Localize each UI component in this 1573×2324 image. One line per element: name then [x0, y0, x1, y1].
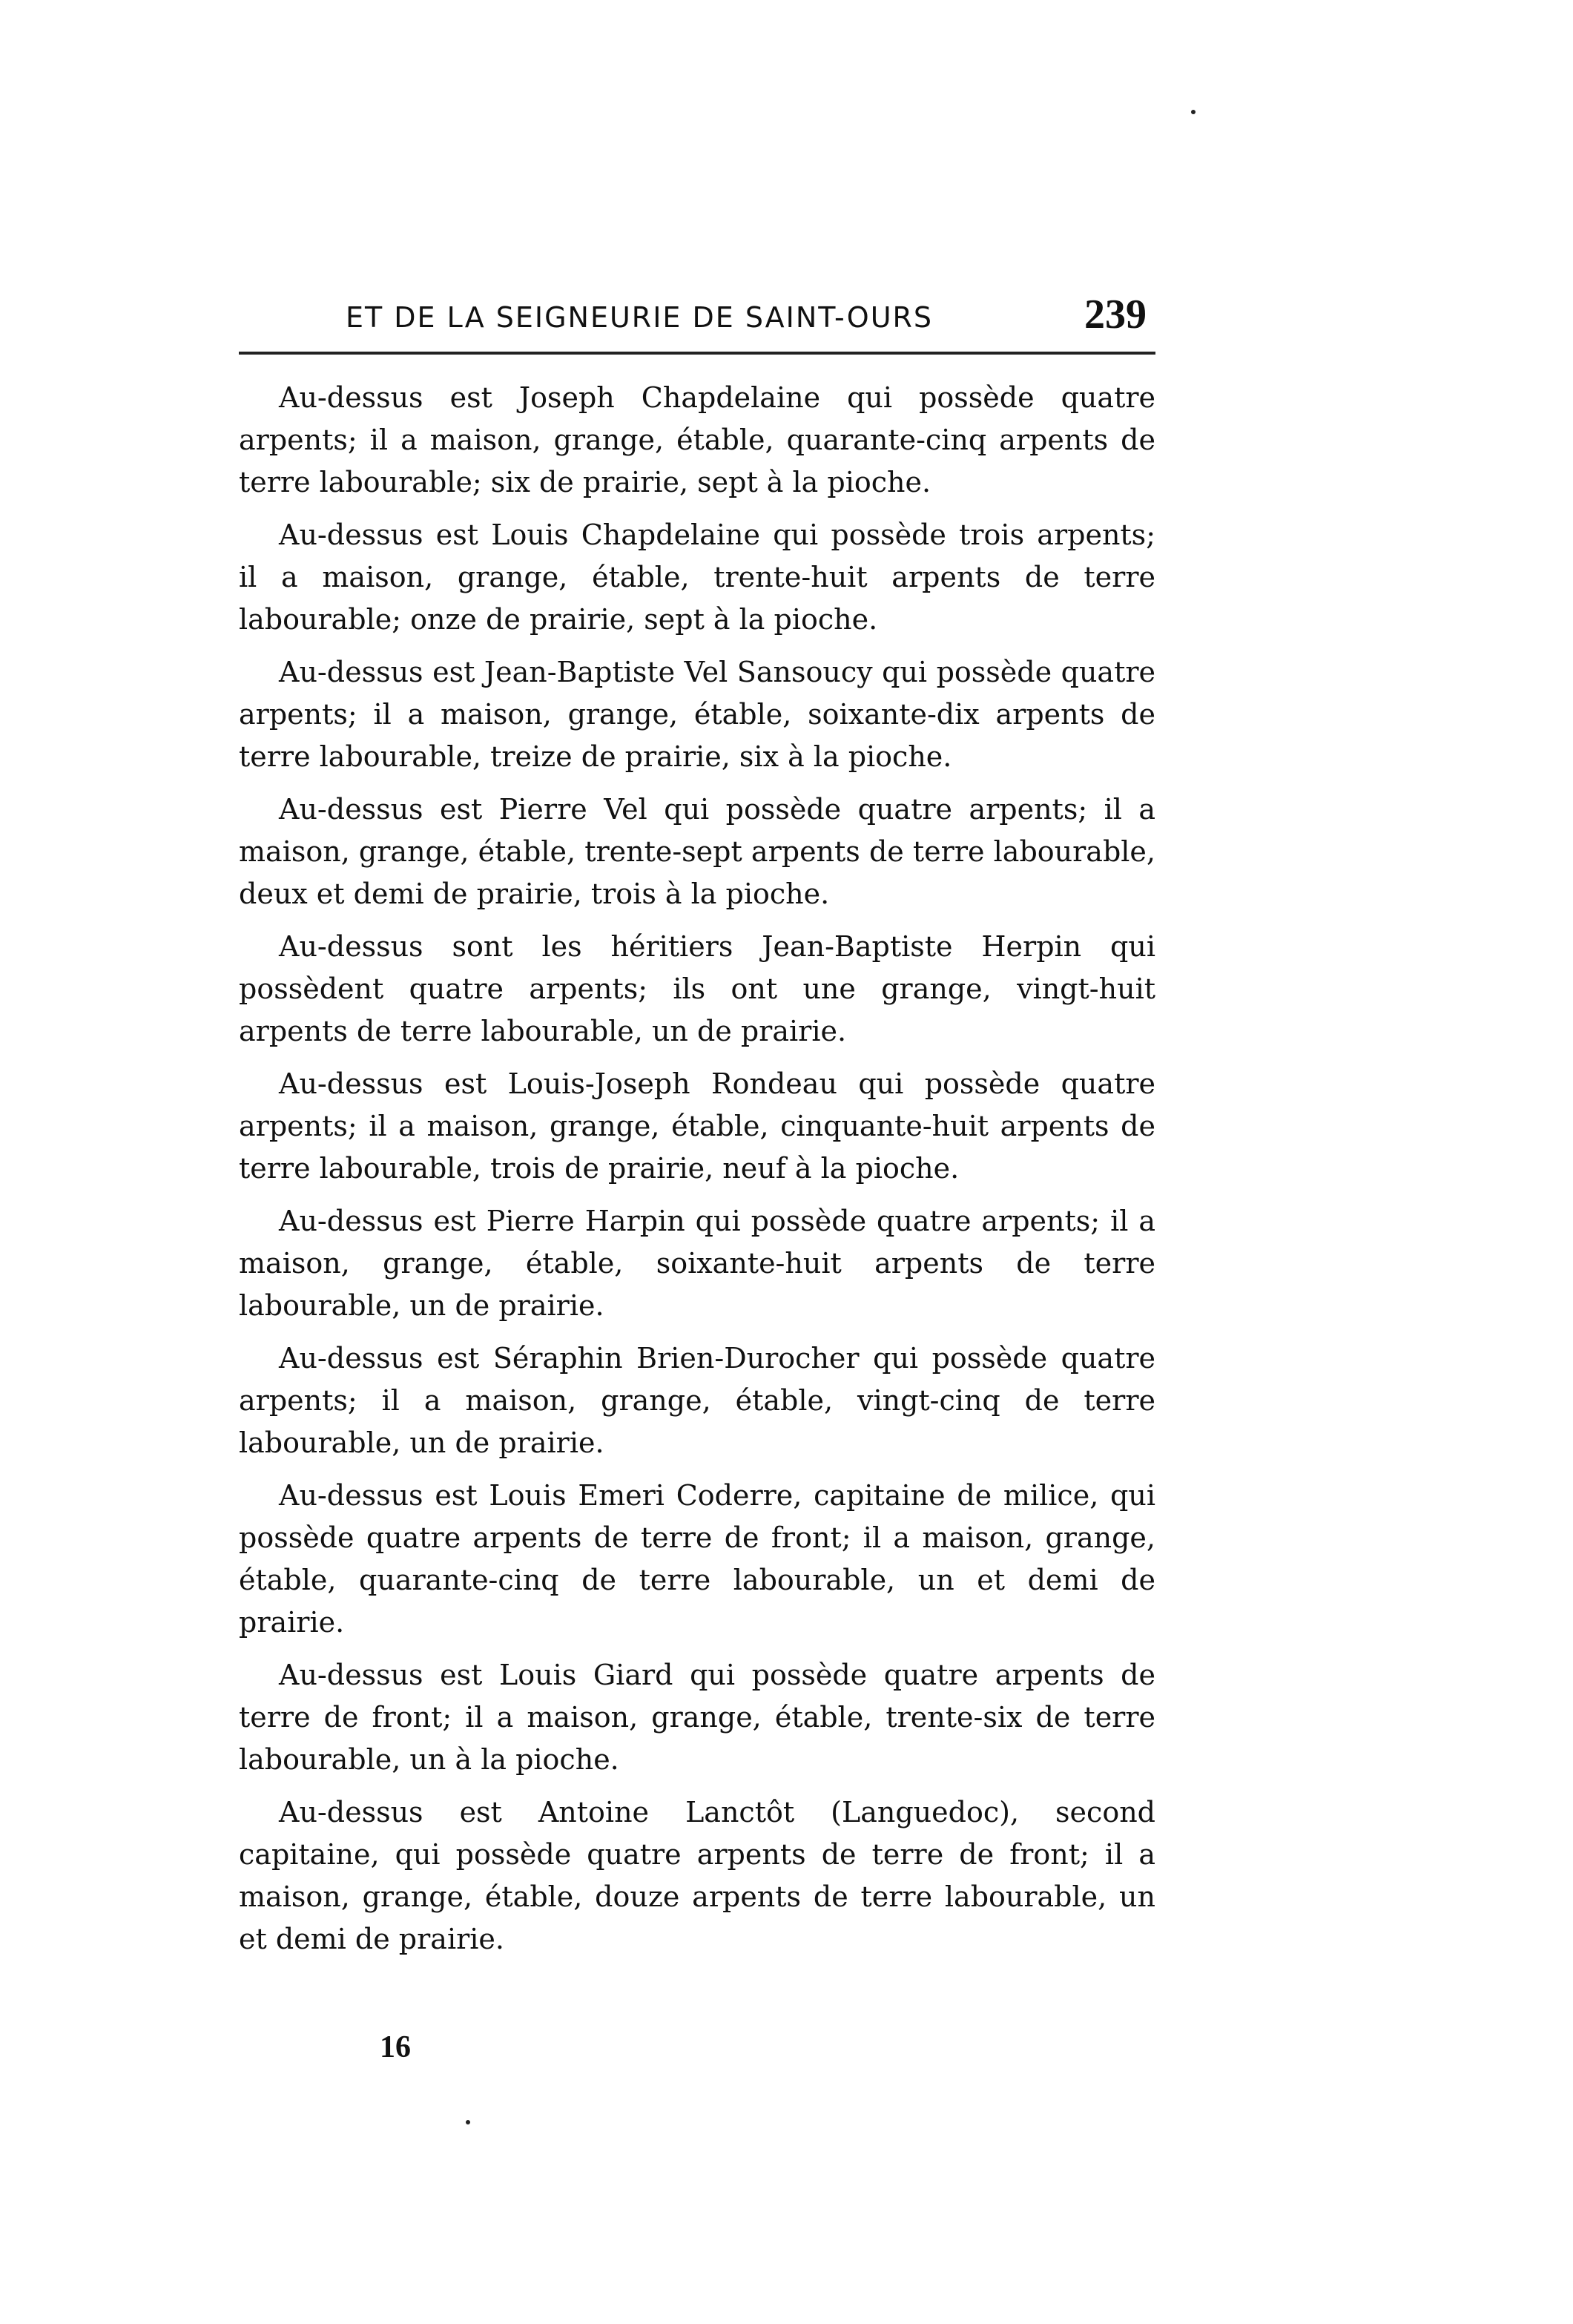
paragraph: Au-dessus est Louis Giard qui possède quatre arpents de terre de front; il a maison, grange, étable, trente-six de terre labourable, un à la pioche.: [239, 1659, 1155, 1776]
page-header: [346, 286, 1147, 343]
paragraph: Au-dessus est Antoine Lanctôt (Languedoc), second capitaine, qui possède quatre arpents de terre de front; il a maison, grange, étable, douze arpents de terre labourable, un et demi de prairie.: [239, 1796, 1155, 1955]
scan-speck: [466, 2120, 470, 2124]
page-number: 239: [1084, 292, 1147, 338]
paragraph: Au-dessus est Louis Chapdelaine qui possède trois arpents; il a maison, grange, étable, trente-huit arpents de terre labourable; onze de prairie, sept à la pioche.: [239, 519, 1155, 636]
paragraph: Au-dessus est Pierre Vel qui possède quatre arpents; il a maison, grange, étable, trente-sept arpents de terre labourable, deux et demi de prairie, trois à la pioche.: [239, 793, 1155, 910]
body-text: [239, 377, 1155, 1971]
header-rule: [239, 352, 1155, 355]
paragraph: Au-dessus sont les héritiers Jean-Baptiste Herpin qui possèdent quatre arpents; ils ont une grange, vingt-huit arpents de terre labourable, un de prairie.: [239, 930, 1155, 1047]
paragraph: Au-dessus est Louis Emeri Coderre, capitaine de milice, qui possède quatre arpents de terre de front; il a maison, grange, étable, quarante-cinq de terre labourable, un et demi de prairie.: [239, 1479, 1155, 1639]
paragraph: Au-dessus est Séraphin Brien-Durocher qui possède quatre arpents; il a maison, grange, étable, vingt-cinq de terre labourable, un de prairie.: [239, 1342, 1155, 1459]
paragraph: Au-dessus est Louis-Joseph Rondeau qui possède quatre arpents; il a maison, grange, étable, cinquante-huit arpents de terre labourable, trois de prairie, neuf à la pioche.: [239, 1067, 1155, 1185]
running-head: ET DE LA SEIGNEURIE DE SAINT-OURS: [346, 301, 934, 334]
signature-mark: 16: [380, 2030, 411, 2064]
paragraph: Au-dessus est Pierre Harpin qui possède quatre arpents; il a maison, grange, étable, soixante-huit arpents de terre labourable, un de prairie.: [239, 1205, 1155, 1322]
paragraph: Au-dessus est Joseph Chapdelaine qui possède quatre arpents; il a maison, grange, étable, quarante-cinq arpents de terre labourable; six de prairie, sept à la pioche.: [239, 381, 1155, 498]
scan-speck: [1191, 110, 1196, 114]
paragraph: Au-dessus est Jean-Baptiste Vel Sansoucy qui possède quatre arpents; il a maison, grange, étable, soixante-dix arpents de terre labourable, treize de prairie, six à la pioche.: [239, 656, 1155, 773]
